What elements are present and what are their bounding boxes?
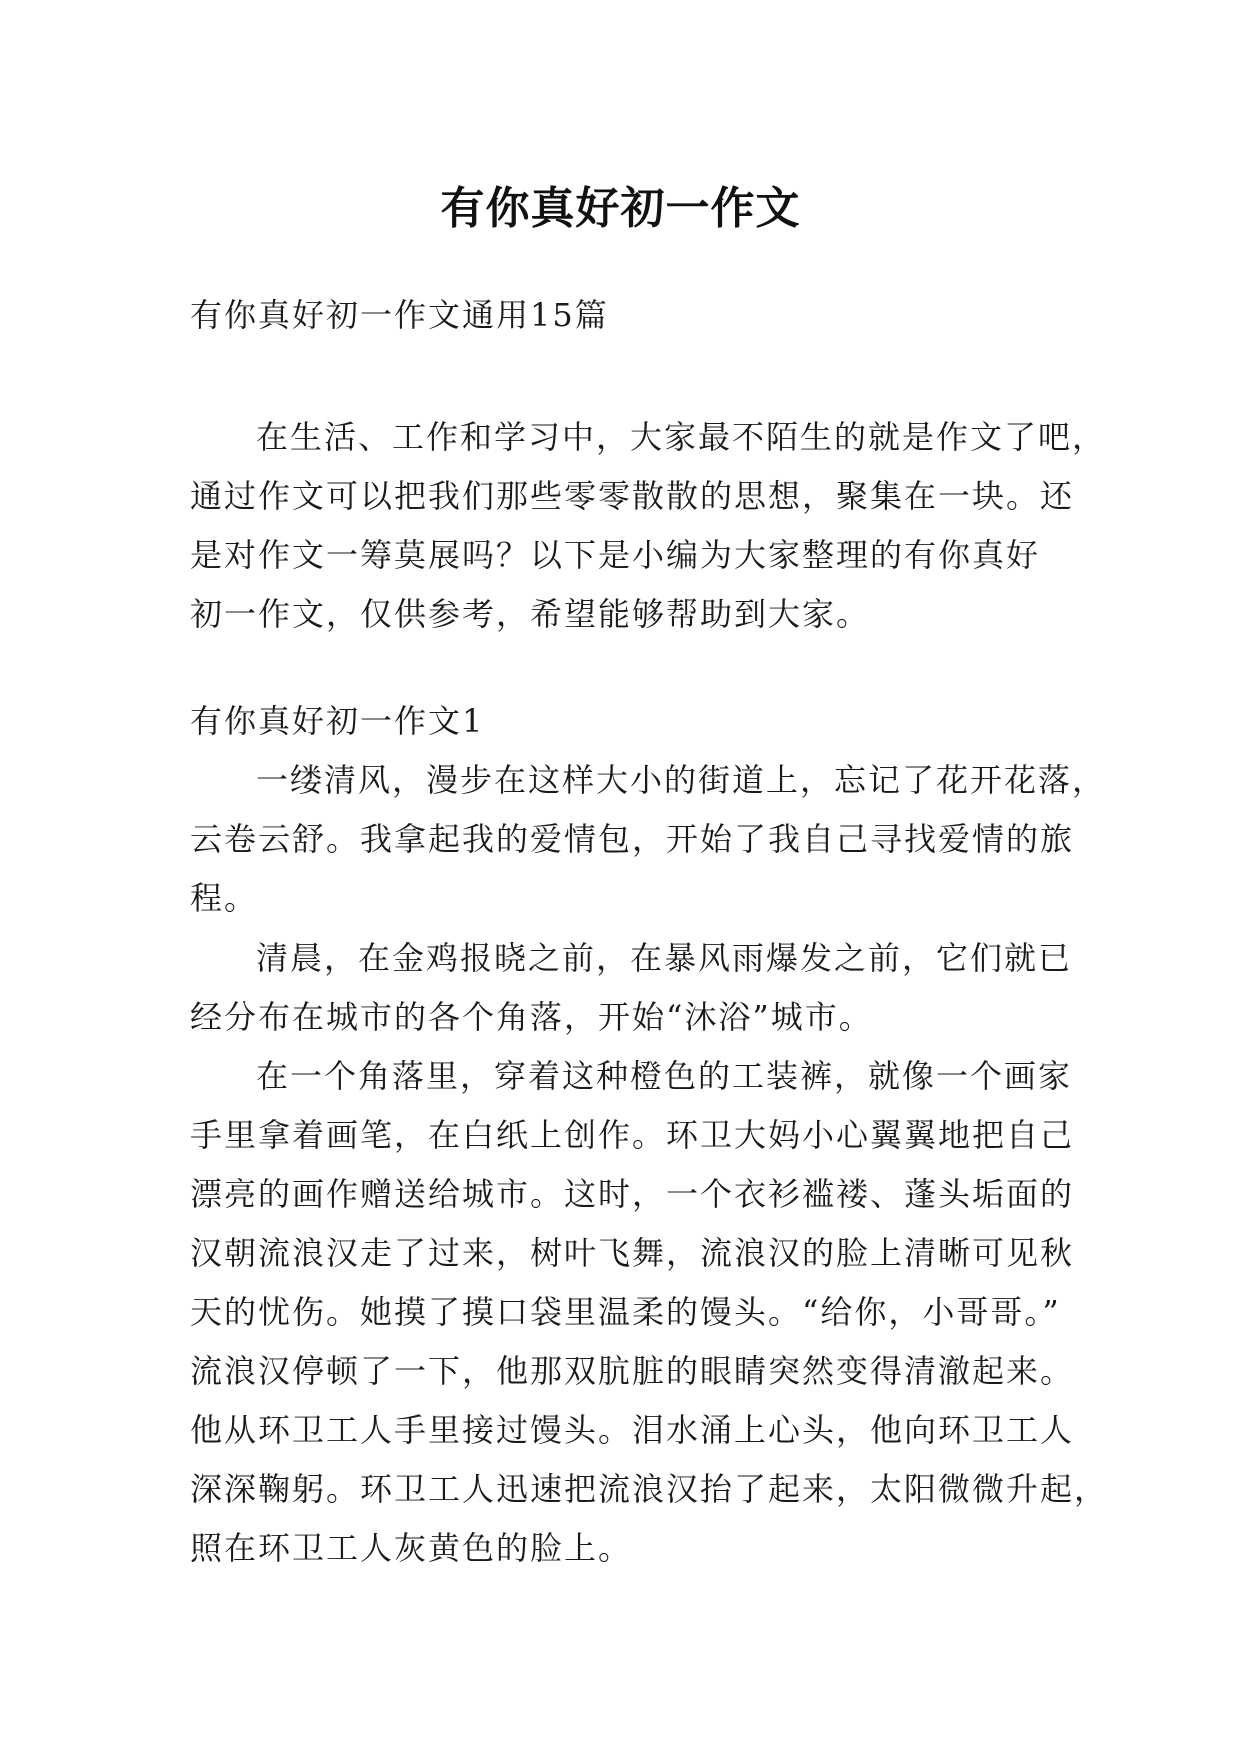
paragraph-line: 漂亮的画作赠送给城市。这时，一个衣衫褴褛、蓬头垢面的 [190,1175,1075,1213]
intro-line: 在生活、工作和学习中，大家最不陌生的就是作文了吧， [256,418,1107,456]
document-subtitle: 有你真好初一作文通用15篇 [190,296,609,334]
paragraph-line: 在一个角落里，穿着这种橙色的工装裤，就像一个画家 [256,1057,1073,1095]
paragraph-line: 流浪汉停顿了一下，他那双肮脏的眼睛突然变得清澈起来。 [190,1352,1075,1390]
intro-paragraph [190,408,1107,644]
section-heading: 有你真好初一作文1 [190,702,485,740]
paragraph-line: 天的忧伤。她摸了摸口袋里温柔的馒头。“给你，小哥哥。” [190,1293,1061,1331]
page-title: 有你真好初一作文 [440,183,801,235]
paragraph-line: 汉朝流浪汉走了过来，树叶飞舞，流浪汉的脸上清晰可见秋 [190,1234,1075,1272]
paragraph-line: 他从环卫工人手里接过馒头。泪水涌上心头，他向环卫工人 [190,1411,1075,1449]
essay-paragraph-3 [190,1047,1109,1578]
intro-line: 是对作文一筹莫展吗？以下是小编为大家整理的有你真好 [190,536,1041,574]
paragraph-line: 经分布在城市的各个角落，开始“沐浴”城市。 [190,998,873,1036]
paragraph-line: 手里拿着画笔，在白纸上创作。环卫大妈小心翼翼地把自己 [190,1116,1075,1154]
paragraph-line: 清晨，在金鸡报晓之前，在暴风雨爆发之前，它们就已 [256,939,1073,977]
essay-paragraph-1 [190,751,1107,928]
essay-paragraph-2 [190,929,1073,1047]
paragraph-line: 照在环卫工人灰黄色的脸上。 [190,1529,633,1567]
paragraph-line: 云卷云舒。我拿起我的爱情包，开始了我自己寻找爱情的旅 [190,820,1075,858]
intro-line: 通过作文可以把我们那些零零散散的思想，聚集在一块。还 [190,477,1075,515]
intro-line: 初一作文，仅供参考，希望能够帮助到大家。 [190,595,871,633]
paragraph-line: 程。 [190,879,259,917]
paragraph-line: 一缕清风，漫步在这样大小的街道上，忘记了花开花落， [256,761,1107,799]
paragraph-line: 深深鞠躬。环卫工人迅速把流浪汉抬了起来，太阳微微升起， [190,1470,1109,1508]
